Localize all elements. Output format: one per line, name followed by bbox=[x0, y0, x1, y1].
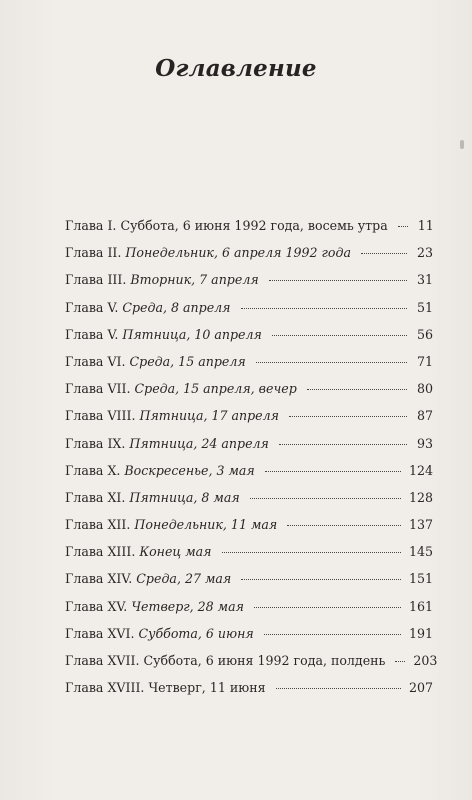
chapter-title: Среда, 15 апреля, вечер bbox=[134, 381, 297, 397]
dot-leader bbox=[272, 335, 407, 336]
chapter-label: Глава XV. bbox=[65, 598, 128, 614]
page-number: 80 bbox=[416, 381, 433, 397]
toc-entry bbox=[65, 353, 433, 383]
chapter-label: Глава XVII. bbox=[65, 653, 140, 668]
page-title: Оглавление bbox=[155, 55, 317, 83]
paper-mark bbox=[460, 140, 464, 149]
toc-entry bbox=[65, 598, 433, 628]
dot-leader bbox=[279, 444, 407, 445]
toc-entry bbox=[65, 573, 433, 600]
toc-entry bbox=[65, 247, 433, 274]
chapter-label: Глава VII. bbox=[65, 381, 131, 397]
page-number: 31 bbox=[416, 272, 433, 288]
dot-leader bbox=[395, 661, 405, 662]
chapter-label: Глава VI. bbox=[65, 353, 126, 369]
page-number: 128 bbox=[408, 489, 433, 505]
page-number: 137 bbox=[408, 517, 433, 533]
chapter-label: Глава V. bbox=[65, 326, 119, 342]
dot-leader bbox=[269, 280, 407, 281]
toc-entry bbox=[65, 299, 433, 329]
chapter-label: Глава IX. bbox=[65, 435, 126, 451]
chapter-title: Пятница, 24 апреля bbox=[129, 435, 269, 451]
dot-leader bbox=[276, 688, 401, 689]
dot-leader bbox=[222, 552, 401, 553]
chapter-label: Глава XIV. bbox=[65, 571, 133, 587]
toc-entry bbox=[65, 274, 433, 301]
page-number: 124 bbox=[408, 462, 433, 478]
toc-entry bbox=[65, 489, 433, 519]
chapter-label: Глава XI. bbox=[65, 489, 126, 505]
dot-leader bbox=[307, 389, 407, 390]
toc-entry bbox=[65, 410, 433, 437]
toc-entry bbox=[65, 462, 433, 492]
page-number: 71 bbox=[416, 353, 433, 369]
chapter-label: Глава X. bbox=[65, 462, 121, 478]
toc-entry bbox=[65, 653, 438, 682]
toc-entry bbox=[65, 625, 433, 655]
toc-entry bbox=[65, 435, 433, 465]
page-number: 87 bbox=[416, 408, 433, 424]
dot-leader bbox=[289, 416, 407, 417]
chapter-title: Конец мая bbox=[139, 544, 212, 560]
chapter-title: Вторник, 7 апреля bbox=[130, 272, 259, 288]
dot-leader bbox=[241, 579, 401, 580]
page-number: 207 bbox=[408, 680, 433, 696]
page-number: 191 bbox=[408, 625, 433, 641]
chapter-title: Суббота, 6 июня bbox=[138, 625, 254, 641]
chapter-title: Пятница, 17 апреля bbox=[139, 408, 279, 424]
chapter-title: Четверг, 28 мая bbox=[131, 598, 244, 614]
chapter-label: Глава XII. bbox=[65, 517, 131, 533]
chapter-label: Глава XIII. bbox=[65, 544, 136, 560]
dot-leader bbox=[265, 471, 401, 472]
dot-leader bbox=[241, 308, 407, 309]
dot-leader bbox=[254, 607, 401, 608]
page-number: 51 bbox=[416, 299, 433, 315]
page-number: 56 bbox=[416, 326, 433, 342]
chapter-title: Среда, 15 апреля bbox=[129, 353, 246, 369]
chapter-label: Глава XVIII. bbox=[65, 680, 145, 696]
chapter-title: Пятница, 10 апреля bbox=[122, 326, 262, 342]
chapter-title: Четверг, 11 июня bbox=[148, 680, 266, 696]
toc-entry bbox=[65, 383, 433, 410]
chapter-title: Среда, 8 апреля bbox=[122, 299, 231, 315]
chapter-label: Глава III. bbox=[65, 272, 127, 288]
chapter-label: Глава VIII. bbox=[65, 408, 136, 424]
chapter-title: Суббота, 6 июня 1992 года, восемь утра bbox=[120, 218, 388, 233]
page-number: 145 bbox=[408, 544, 433, 560]
dot-leader bbox=[287, 525, 401, 526]
page-number: 93 bbox=[416, 435, 433, 451]
chapter-label: Глава XVI. bbox=[65, 625, 135, 641]
toc-entry bbox=[65, 682, 433, 709]
page-number: 23 bbox=[416, 245, 433, 261]
chapter-label: Глава I. bbox=[65, 218, 117, 233]
toc-entry bbox=[65, 519, 433, 546]
chapter-label: Глава V. bbox=[65, 299, 119, 315]
chapter-title: Воскресенье, 3 мая bbox=[124, 462, 255, 478]
chapter-title: Понедельник, 6 апреля 1992 года bbox=[125, 245, 351, 261]
toc-entry bbox=[65, 326, 433, 356]
chapter-title: Суббота, 6 июня 1992 года, полдень bbox=[143, 653, 386, 668]
page-number: 11 bbox=[417, 218, 434, 233]
dot-leader bbox=[361, 253, 407, 254]
dot-leader bbox=[264, 634, 401, 635]
chapter-title: Пятница, 8 мая bbox=[129, 489, 240, 505]
dot-leader bbox=[250, 498, 401, 499]
dot-leader bbox=[398, 226, 408, 227]
page-number: 151 bbox=[408, 571, 433, 587]
page-number: 203 bbox=[413, 653, 438, 668]
page-number: 161 bbox=[408, 598, 433, 614]
dot-leader bbox=[256, 362, 407, 363]
chapter-title: Понедельник, 11 мая bbox=[134, 517, 278, 533]
toc-entry bbox=[65, 220, 433, 247]
toc-entry bbox=[65, 546, 433, 573]
table-of-contents bbox=[65, 218, 438, 709]
chapter-title: Среда, 27 мая bbox=[136, 571, 232, 587]
chapter-label: Глава II. bbox=[65, 245, 122, 261]
